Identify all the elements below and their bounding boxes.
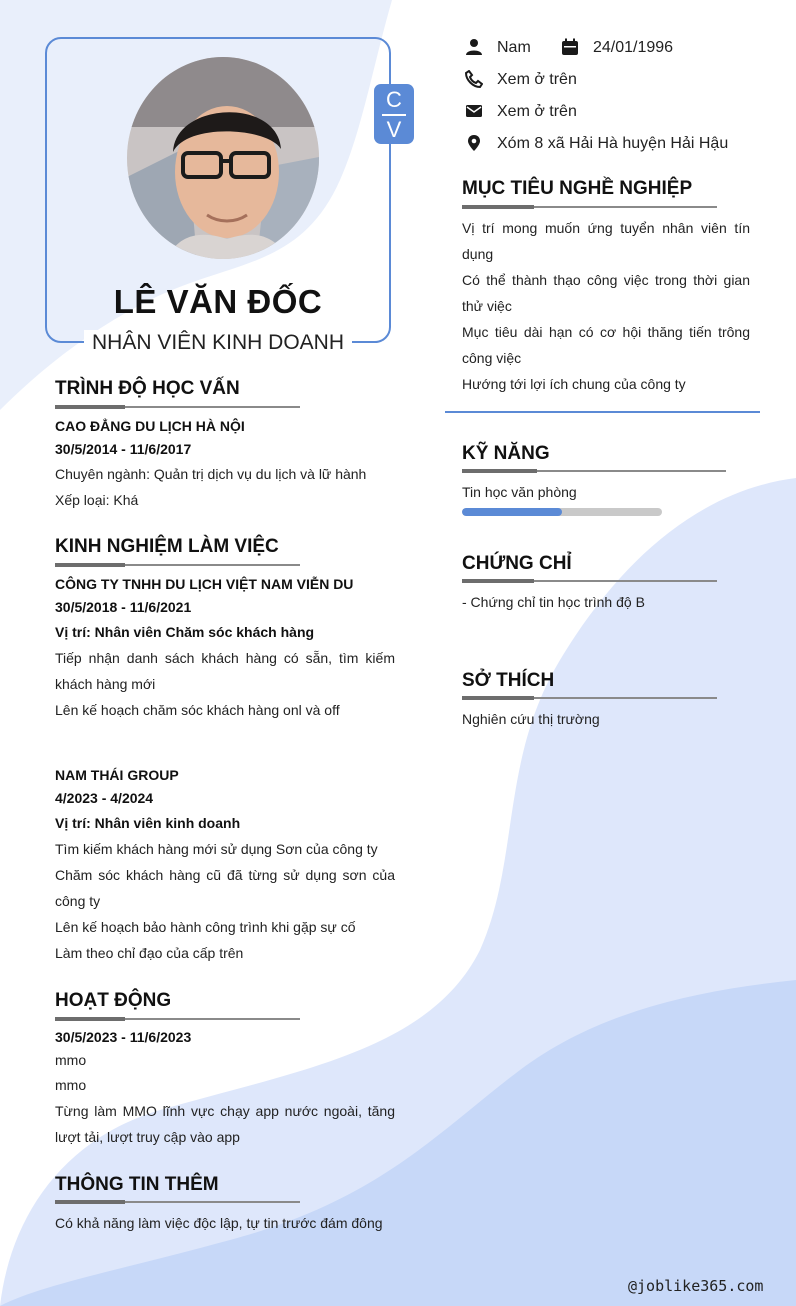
- education-school: CAO ĐẲNG DU LỊCH HÀ NỘI: [55, 418, 245, 434]
- education-heading: TRÌNH ĐỘ HỌC VẤN: [55, 378, 240, 399]
- hobby-item: Nghiên cứu thị trường: [462, 711, 600, 727]
- objective-heading: MỤC TIÊU NGHỀ NGHIỆP: [462, 178, 693, 199]
- watermark: @joblike365.com: [628, 1277, 764, 1295]
- right-column-divider: [445, 411, 760, 413]
- job-detail: Lên kế hoạch chăm sóc khách hàng onl và off: [55, 702, 340, 718]
- activity-period: 30/5/2023 - 11/6/2023: [55, 1029, 192, 1045]
- job-position: Vị trí: Nhân viên kinh doanh: [55, 815, 241, 831]
- hobbies-heading: SỞ THÍCH: [462, 670, 555, 691]
- job-position: Vị trí: Nhân viên Chăm sóc khách hàng: [55, 624, 315, 640]
- certificate-item: - Chứng chỉ tin học trình độ B: [462, 594, 645, 610]
- skill-name: Tin học văn phòng: [462, 484, 577, 500]
- activities-heading-underline: [55, 1018, 300, 1020]
- skill-level-fill: [462, 508, 562, 516]
- mail-icon: [465, 102, 483, 120]
- birthday-text: 24/01/1996: [593, 39, 674, 56]
- calendar-icon: [561, 38, 579, 56]
- avatar: [127, 57, 319, 259]
- activity-line: Từng làm MMO lĩnh vực chạy app nước ngoài, tăng lượt tải, lượt truy cập vào app: [55, 1103, 395, 1145]
- job-detail: Chăm sóc khách hàng cũ đã từng sử dụng sơn của công ty: [55, 867, 395, 909]
- objective-heading-underline: [462, 206, 717, 208]
- skills-heading: KỸ NĂNG: [462, 443, 550, 464]
- cv-badge-v: V: [386, 117, 402, 142]
- candidate-name: LÊ VĂN ĐỐC: [113, 283, 323, 320]
- phone-text: Xem ở trên: [497, 71, 577, 88]
- activity-line: mmo: [55, 1077, 87, 1093]
- additional-text: Có khả năng làm việc độc lập, tự tin trước đám đông: [55, 1215, 383, 1231]
- activity-line: mmo: [55, 1052, 87, 1068]
- job-detail: Làm theo chỉ đạo của cấp trên: [55, 945, 244, 961]
- hobbies-heading-underline: [462, 697, 717, 699]
- education-period: 30/5/2014 - 11/6/2017: [55, 441, 192, 457]
- email-text: Xem ở trên: [497, 103, 577, 120]
- experience-heading-underline: [55, 564, 300, 566]
- phone-icon: [465, 70, 483, 88]
- objective-line: Mục tiêu dài hạn có cơ hội thăng tiến trông công việc: [462, 324, 750, 366]
- user-icon: [465, 38, 483, 56]
- job-period: 30/5/2018 - 11/6/2021: [55, 599, 192, 615]
- experience-heading: KINH NGHIỆM LÀM VIỆC: [55, 536, 279, 557]
- job-period: 4/2023 - 4/2024: [55, 790, 154, 806]
- education-major: Chuyên ngành: Quản trị dịch vụ du lịch và lữ hành: [55, 466, 367, 482]
- activities-heading: HOẠT ĐỘNG: [55, 990, 172, 1011]
- skills-heading-underline: [462, 470, 726, 472]
- job-detail: Tiếp nhận danh sách khách hàng có sẵn, tìm kiếm khách hàng mới: [55, 650, 395, 692]
- job-title: NHÂN VIÊN KINH DOANH: [84, 330, 352, 356]
- job-detail: Tìm kiếm khách hàng mới sử dụng Sơn của công ty: [55, 841, 378, 857]
- job-company: CÔNG TY TNHH DU LỊCH VIỆT NAM VIỄN DU: [55, 576, 354, 592]
- job-detail: Lên kế hoạch bảo hành công trình khi gặp sự cố: [55, 919, 356, 935]
- additional-heading-underline: [55, 1201, 300, 1203]
- objective-line: Vị trí mong muốn ứng tuyển nhân viên tín dụng: [462, 220, 750, 262]
- certificates-heading: CHỨNG CHỈ: [462, 553, 572, 574]
- address-text: Xóm 8 xã Hải Hà huyện Hải Hậu: [497, 135, 729, 152]
- location-icon: [465, 134, 483, 152]
- education-grade: Xếp loại: Khá: [55, 492, 139, 508]
- certificates-heading-underline: [462, 580, 717, 582]
- cv-badge: [374, 84, 414, 144]
- gender-text: Nam: [497, 39, 531, 56]
- skill-level-bar: [462, 508, 662, 516]
- objective-line: Có thể thành thạo công việc trong thời gian thử việc: [462, 272, 750, 314]
- objective-line: Hướng tới lợi ích chung của công ty: [462, 376, 686, 392]
- job-company: NAM THÁI GROUP: [55, 767, 179, 783]
- cv-badge-bar: [382, 114, 406, 116]
- cv-badge-c: C: [386, 87, 402, 112]
- education-heading-underline: [55, 406, 300, 408]
- additional-heading: THÔNG TIN THÊM: [55, 1174, 219, 1195]
